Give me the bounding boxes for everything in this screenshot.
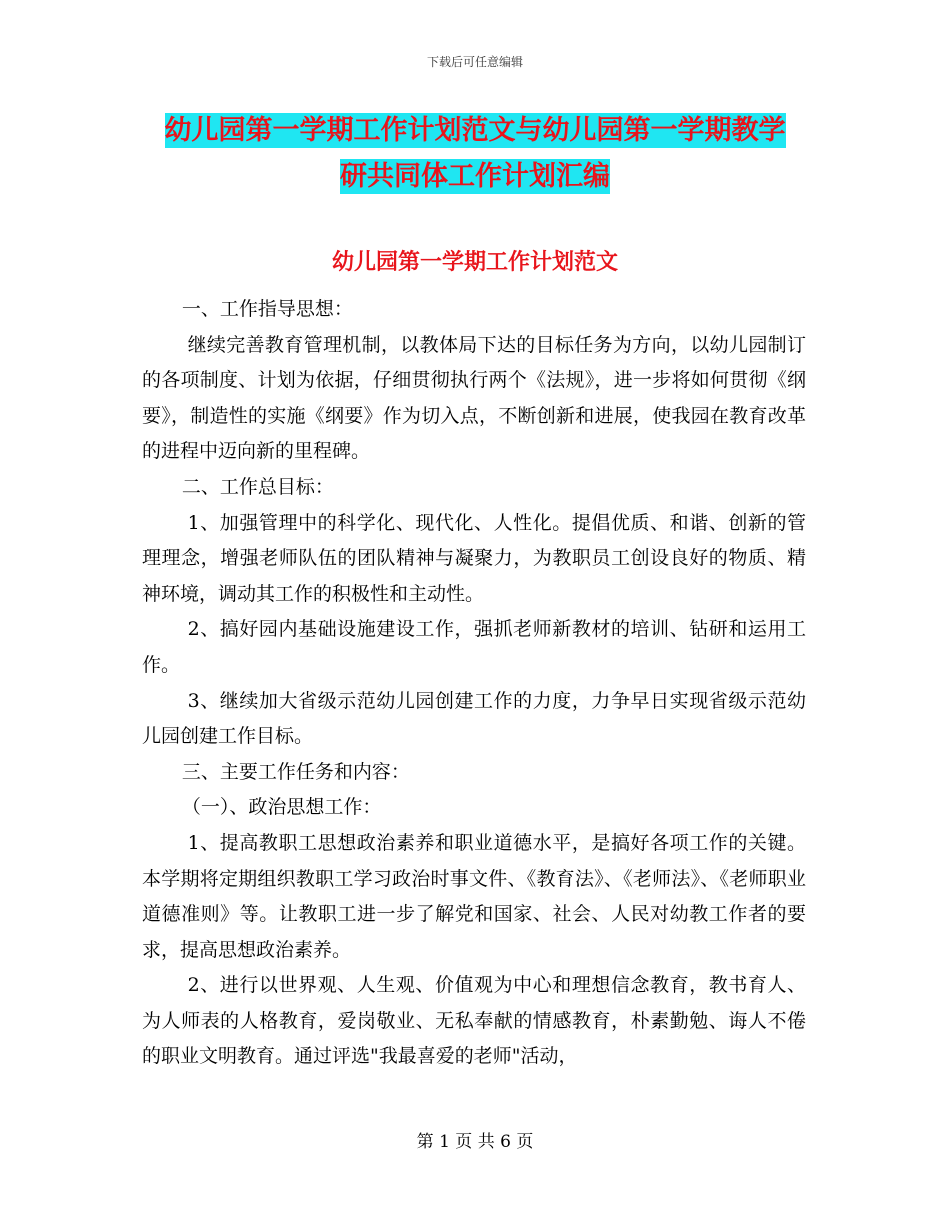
document-title-line-1: 幼儿园第一学期工作计划范文与幼儿园第一学期教学 (164, 115, 786, 146)
section-title: 幼儿园第一学期工作计划范文 (331, 250, 618, 275)
paragraph: 1、提高教职工思想政治素养和职业道德水平，是搞好各项工作的关键。本学期将定期组织教职工学习政治时事文件、《教育法》、《老师法》、《老师职业道德准则》等。让教职工进一步了解党和国家、社会、人民对幼教工作者的要求，提高思想政治素养。 (142, 831, 806, 961)
heading-guiding-thought: 一、工作指导思想： (181, 298, 353, 320)
heading-main-tasks: 三、主要工作任务和内容： (181, 760, 410, 783)
document-title-line-2: 研共同体工作计划汇编 (340, 161, 610, 192)
header-note: 下载后可任意编辑 (426, 55, 523, 69)
paragraph: 继续完善教育管理机制，以教体局下达的目标任务为方向，以幼儿园制订的各项制度、计划为依据，仔细贯彻执行两个《法规》，进一步将如何贯彻《纲要》，制造性的实施《纲要》作为切入点，不断创新和进展，使我园在教育改革的进程中迈向新的里程碑。 (142, 333, 806, 463)
heading-overall-goals: 二、工作总目标： (181, 475, 334, 498)
document-body (142, 292, 806, 1075)
paragraph: 2、进行以世界观、人生观、价值观为中心和理想信念教育，教书育人、为人师表的人格教育，爱岗敬业、无私奉献的情感教育，朴素勤勉、诲人不倦的职业文明教育。通过评选"我最喜爱的老师"活动， (142, 974, 806, 1068)
document-title (140, 108, 810, 200)
paragraph: 3、继续加大省级示范幼儿园创建工作的力度，力争早日实现省级示范幼儿园创建工作目标。 (142, 689, 806, 748)
page-footer: 第 1 页 共 6 页 (416, 1132, 534, 1152)
subheading-political-work: （一）、政治思想工作： (181, 796, 382, 819)
paragraph: 2、搞好园内基础设施建设工作，强抓老师新教材的培训、钻研和运用工作。 (142, 618, 806, 676)
paragraph: 1、加强管理中的科学化、现代化、人性化。提倡优质、和谐、创新的管理理念，增强老师队伍的团队精神与凝聚力，为教职员工创设良好的物质、精神环境，调动其工作的积极性和主动性。 (142, 511, 806, 605)
